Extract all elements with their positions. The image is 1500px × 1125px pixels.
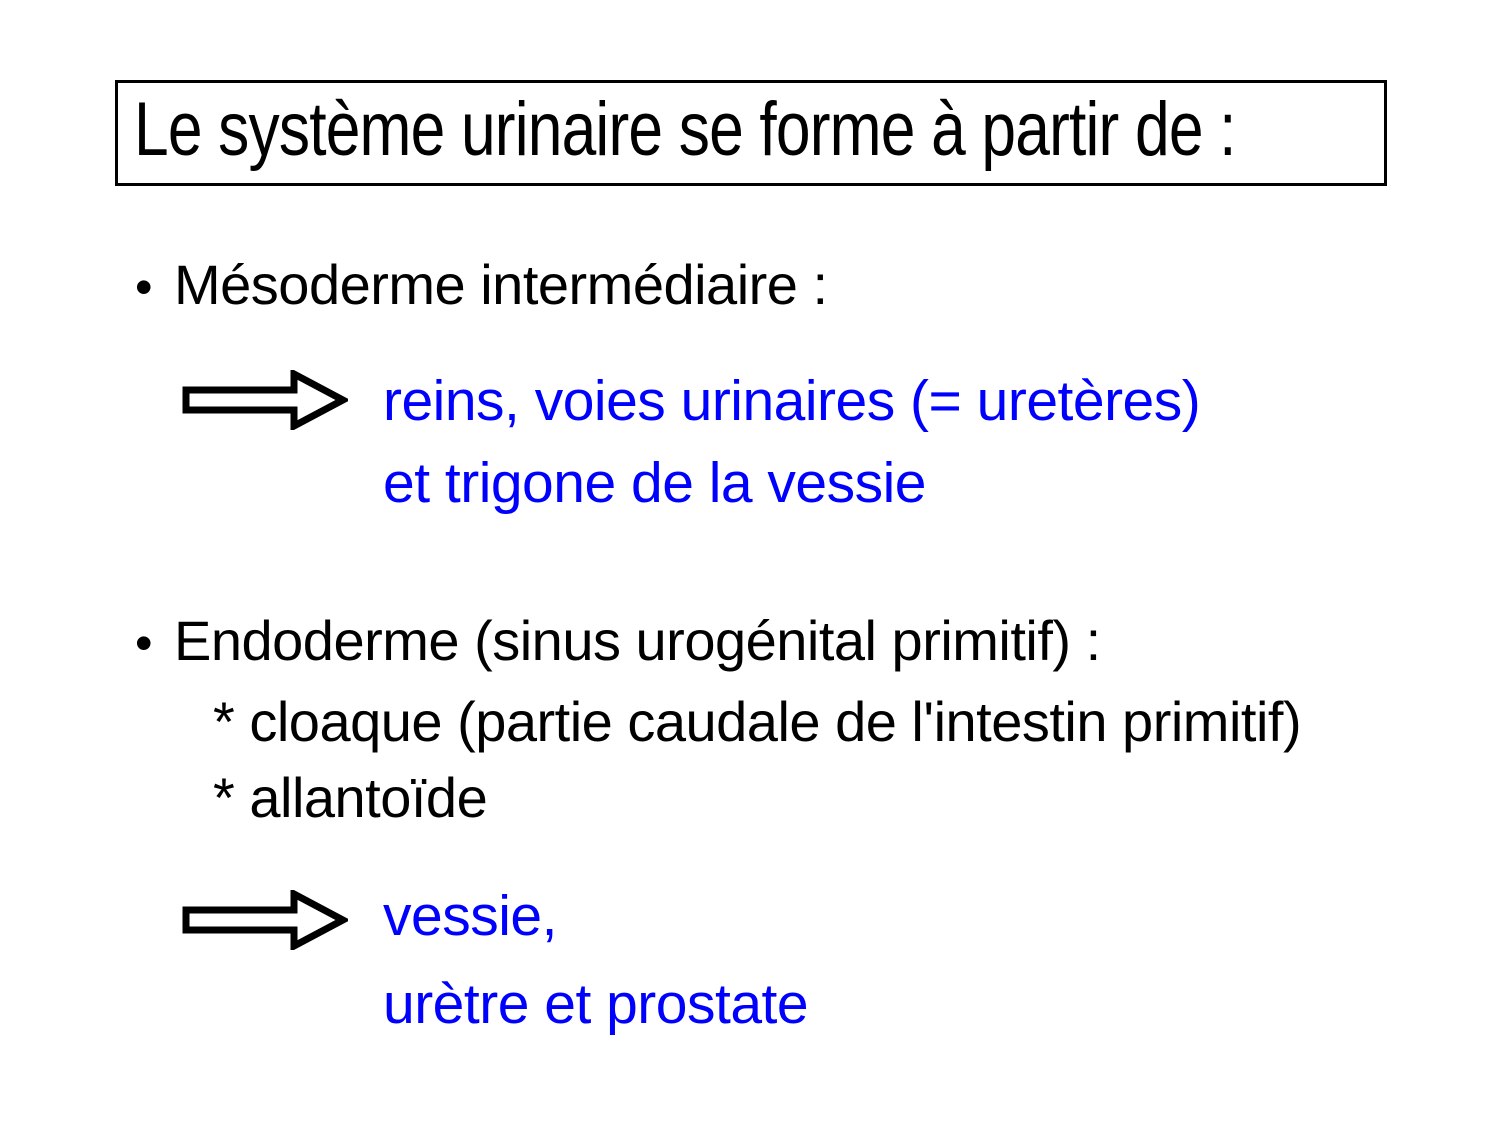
slide-title-box xyxy=(115,80,1387,186)
right-arrow-icon xyxy=(182,890,348,950)
sub-item-allantoide: * allantoïde xyxy=(213,766,488,829)
bullet-mesoderme xyxy=(135,252,828,317)
endoderme-result-line2: urètre et prostate xyxy=(383,972,809,1036)
bullet-marker-icon: • xyxy=(135,615,153,671)
mesoderme-result xyxy=(383,360,1200,524)
mesoderme-result-line2: et trigone de la vessie xyxy=(383,451,926,515)
endoderme-result xyxy=(383,872,808,1048)
endoderme-result-line1: vessie, xyxy=(383,884,557,948)
endoderme-sub-items xyxy=(213,684,1301,836)
bullet-endoderme-label: Endoderme (sinus urogénital primitif) : xyxy=(174,609,1101,672)
bullet-endoderme xyxy=(135,608,1101,673)
slide-title: Le système urinaire se forme à partir de : xyxy=(134,87,1236,172)
bullet-marker-icon: • xyxy=(135,259,153,315)
right-arrow-icon xyxy=(182,370,348,430)
bullet-mesoderme-label: Mésoderme intermédiaire : xyxy=(174,253,828,316)
sub-item-cloaque: * cloaque (partie caudale de l'intestin primitif) xyxy=(213,690,1302,753)
mesoderme-result-line1: reins, voies urinaires (= uretères) xyxy=(383,369,1201,433)
